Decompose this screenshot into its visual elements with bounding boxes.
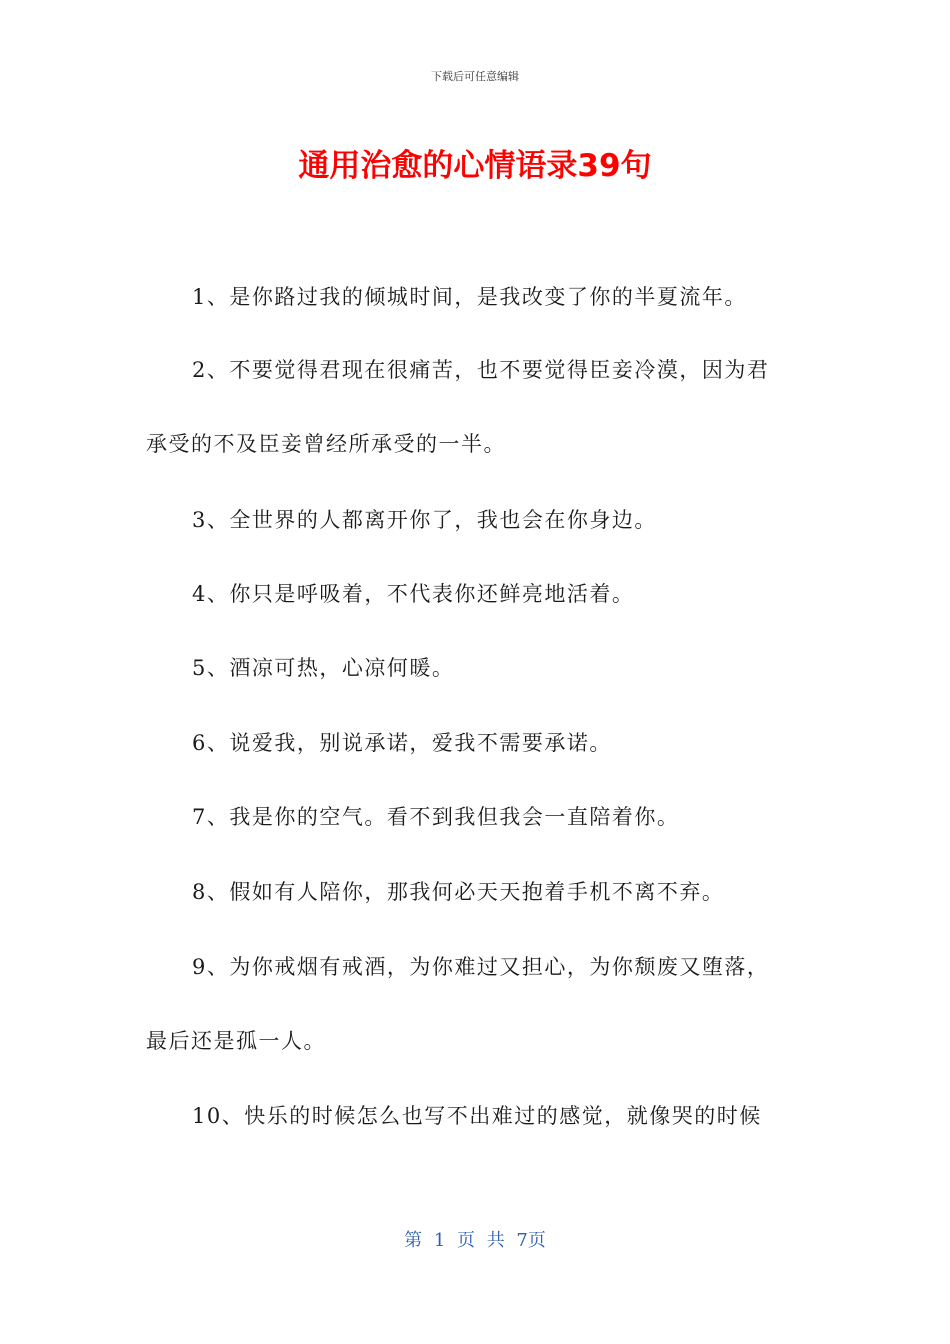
quote-line-7: 7、我是你的空气。看不到我但我会一直陪着你。 [192,805,680,829]
quote-line-9-continued: 最后还是孤一人。 [146,1029,326,1053]
quote-line-9: 9、为你戒烟有戒酒，为你难过又担心，为你颓废又堕落， [192,955,770,979]
quote-line-1: 1、是你路过我的倾城时间，是我改变了你的半夏流年。 [192,285,747,309]
page-indicator: 第 1 页 共 7页 [404,1230,546,1251]
quote-line-10: 10、快乐的时候怎么也写不出难过的感觉，就像哭的时候 [192,1104,762,1128]
quote-line-2-continued: 承受的不及臣妾曾经所承受的一半。 [146,432,506,456]
quote-line-3: 3、全世界的人都离开你了，我也会在你身边。 [192,508,657,532]
header-note: 下载后可任意编辑 [431,70,519,83]
document-title: 通用治愈的心情语录39句 [298,148,652,184]
quote-line-8: 8、假如有人陪你，那我何必天天抱着手机不离不弃。 [192,880,725,904]
quote-line-4: 4、你只是呼吸着，不代表你还鲜亮地活着。 [192,582,635,606]
quote-line-5: 5、酒凉可热，心凉何暖。 [192,656,455,680]
quote-line-6: 6、说爱我，别说承诺，爱我不需要承诺。 [192,731,612,755]
quote-line-2: 2、不要觉得君现在很痛苦，也不要觉得臣妾冷漠，因为君 [192,358,770,382]
